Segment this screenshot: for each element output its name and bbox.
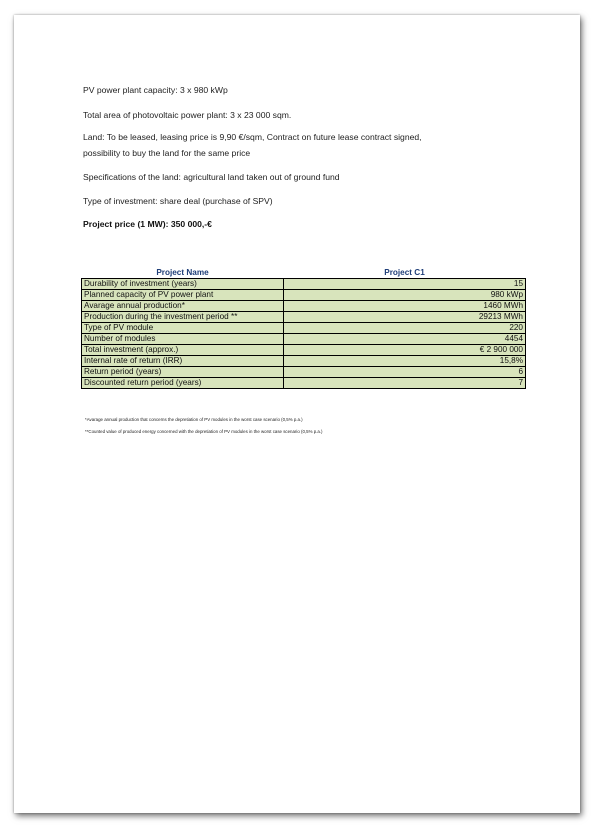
table-row bbox=[82, 323, 526, 334]
row-value: 29213 MWh bbox=[284, 312, 526, 323]
header-project-name: Project Name bbox=[82, 268, 284, 279]
row-value: 220 bbox=[284, 323, 526, 334]
row-label: Discounted return period (years) bbox=[82, 378, 284, 389]
footnote-annual-production: *Avarage annual production that concerns the depretiation of PV modules in the worst case scenario (0,5% p.a.) bbox=[85, 417, 303, 422]
table-row bbox=[82, 334, 526, 345]
row-label: Durability of investment (years) bbox=[82, 279, 284, 290]
table-row bbox=[82, 367, 526, 378]
row-value: 4454 bbox=[284, 334, 526, 345]
table-row bbox=[82, 312, 526, 323]
row-label: Avarage annual production* bbox=[82, 301, 284, 312]
project-table bbox=[81, 268, 526, 389]
row-label: Internal rate of return (IRR) bbox=[82, 356, 284, 367]
document-page bbox=[14, 15, 580, 813]
pv-capacity-text: PV power plant capacity: 3 x 980 kWp bbox=[83, 85, 228, 95]
row-value: 15 bbox=[284, 279, 526, 290]
row-label: Return period (years) bbox=[82, 367, 284, 378]
table-row bbox=[82, 279, 526, 290]
header-project-c1: Project C1 bbox=[284, 268, 526, 279]
row-value: 980 kWp bbox=[284, 290, 526, 301]
project-price-text: Project price (1 MW): 350 000,-€ bbox=[83, 219, 212, 229]
table-row bbox=[82, 378, 526, 389]
row-value: 6 bbox=[284, 367, 526, 378]
land-purchase-option-text: possibility to buy the land for the same price bbox=[83, 148, 251, 158]
row-value: 7 bbox=[284, 378, 526, 389]
row-label: Planned capacity of PV power plant bbox=[82, 290, 284, 301]
row-label: Type of PV module bbox=[82, 323, 284, 334]
row-value: 15,8% bbox=[284, 356, 526, 367]
table-row bbox=[82, 356, 526, 367]
land-lease-text: Land: To be leased, leasing price is 9,90 €/sqm, Contract on future lease contract signed, bbox=[83, 132, 422, 142]
table-row bbox=[82, 345, 526, 356]
row-label: Total investment (approx.) bbox=[82, 345, 284, 356]
table-header-row bbox=[82, 268, 526, 279]
land-specifications-text: Specifications of the land: agricultural land taken out of ground fund bbox=[83, 172, 340, 182]
row-value: € 2 900 000 bbox=[284, 345, 526, 356]
investment-type-text: Type of investment: share deal (purchase of SPV) bbox=[83, 196, 273, 206]
table-row bbox=[82, 290, 526, 301]
total-area-text: Total area of photovoltaic power plant: 3 x 23 000 sqm. bbox=[83, 110, 292, 120]
row-label: Number of modules bbox=[82, 334, 284, 345]
row-label: Production during the investment period ** bbox=[82, 312, 284, 323]
table-row bbox=[82, 301, 526, 312]
row-value: 1460 MWh bbox=[284, 301, 526, 312]
footnote-investment-period: **Counted value of produced energy concerned with the depretiation of PV modules in the worst case scenario (0,5% p.a.) bbox=[85, 429, 323, 434]
